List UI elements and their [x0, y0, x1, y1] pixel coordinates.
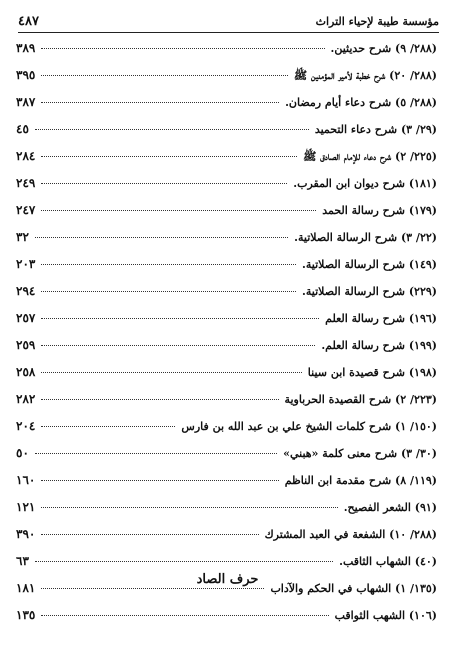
- entry-title: (١٤٩) شرح الرسالة الصلاتية.: [302, 258, 437, 271]
- entry-title: (٢٩/ ٣) شرح دعاء التحميد: [314, 123, 437, 136]
- index-entry: [16, 473, 437, 500]
- entry-page-number: ٣٩٥: [16, 68, 36, 82]
- dot-leader: [35, 129, 309, 130]
- entry-title: (١٩٩) شرح رسالة العلم.: [321, 339, 437, 352]
- entry-page-number: ٦٣: [16, 554, 29, 568]
- entry-title: (٤٠) الشهاب الثاقب.: [339, 555, 437, 568]
- index-entry: [16, 284, 437, 311]
- dot-leader: [41, 318, 319, 319]
- entry-title: (٢٢٣/ ٢) شرح القصيدة الحرباوية: [284, 393, 437, 406]
- index-entry: [16, 122, 437, 149]
- dot-leader: [41, 291, 296, 292]
- dot-leader: [41, 507, 337, 508]
- index-entry: [16, 392, 437, 419]
- dot-leader: [41, 48, 324, 49]
- entry-page-number: ٣٨٧: [16, 95, 36, 109]
- dot-leader: [41, 75, 288, 76]
- entry-title: (١٧٩) شرح رسالة الحمد: [322, 204, 437, 217]
- entry-title: (١٣٥/ ١) الشهاب في الحكم والآداب: [270, 582, 437, 595]
- entry-page-number: ٢٩٤: [16, 284, 36, 298]
- dot-leader: [35, 237, 288, 238]
- index-entry: [16, 365, 437, 392]
- dot-leader: [41, 372, 301, 373]
- entry-page-number: ٣٢: [16, 230, 29, 244]
- dot-leader: [35, 561, 333, 562]
- index-entry: [16, 203, 437, 230]
- dot-leader: [41, 534, 258, 535]
- dot-leader: [41, 210, 316, 211]
- entry-page-number: ٢٨٤: [16, 149, 36, 163]
- dot-leader: [41, 399, 278, 400]
- header-title: مؤسسة طيبة لإحياء التراث: [315, 14, 439, 28]
- dot-leader: [41, 615, 328, 616]
- dot-leader: [41, 183, 287, 184]
- entry-page-number: ٢٥٧: [16, 311, 36, 325]
- entry-page-number: ٣٨٩: [16, 41, 36, 55]
- index-entry: [16, 608, 437, 635]
- entry-page-number: ٢٠٣: [16, 257, 36, 271]
- entry-title: (١٩٦) شرح رسالة العلم: [325, 312, 437, 325]
- entry-title: (٢٢٩) شرح الرسالة الصلاتية.: [302, 285, 437, 298]
- dot-leader: [41, 480, 278, 481]
- entry-page-number: ٢٥٨: [16, 365, 36, 379]
- page-header: [18, 10, 439, 33]
- section-heading: حرف الصاد: [196, 572, 259, 587]
- entry-title: (٢٢/ ٣) شرح الرسالة الصلاتية.: [294, 231, 437, 244]
- entry-title: (٢٢٥/ ٢) شرح دعاء للإمام الصادق ﷺ: [303, 150, 437, 163]
- dot-leader: [41, 426, 175, 427]
- index-entry: [16, 149, 437, 176]
- dot-leader: [41, 264, 296, 265]
- entry-title: (٣٠/ ٣) شرح معنى كلمة «هبني»: [283, 447, 437, 460]
- index-entry: [16, 500, 437, 527]
- entry-title: (١١٩/ ٨) شرح مقدمة ابن الناظم: [284, 474, 437, 487]
- index-entry: [16, 338, 437, 365]
- entry-title: (١٥٠/ ١) شرح كلمات الشيخ علي بن عبد الله بن فارس: [181, 420, 437, 433]
- entry-page-number: ١٦٠: [16, 473, 36, 487]
- entry-page-number: ٤٥: [16, 122, 29, 136]
- entry-title: (٩١) الشعر الفصيح.: [343, 501, 437, 514]
- dot-leader: [41, 102, 279, 103]
- header-page-number: ٤٨٧: [18, 13, 39, 29]
- entry-page-number: ١٨١: [16, 581, 36, 595]
- entry-page-number: ٢٤٧: [16, 203, 36, 217]
- dot-leader: [41, 345, 315, 346]
- entry-title: (٢٨٨/ ٩) شرح حديثين.: [330, 42, 437, 55]
- index-entry: [16, 68, 437, 95]
- entry-page-number: ٥٠: [16, 446, 29, 460]
- dot-leader: [41, 588, 264, 589]
- entry-page-number: ٢٥٩: [16, 338, 36, 352]
- entry-title: (٢٨٨/ ٥) شرح دعاء أيام رمضان.: [285, 96, 437, 109]
- index-entry: [16, 95, 437, 122]
- entry-title: (٢٨٨/ ٢٠) شرح خطبة لأمير المؤمنين ﷺ: [293, 69, 437, 82]
- entry-page-number: ١٢١: [16, 500, 36, 514]
- dot-leader: [35, 453, 277, 454]
- dot-leader: [41, 156, 297, 157]
- index-entry: [16, 176, 437, 203]
- index-entry: [16, 419, 437, 446]
- index-entry: [16, 527, 437, 554]
- entry-title: (١٨١) شرح ديوان ابن المقرب.: [293, 177, 437, 190]
- entry-page-number: ٣٩٠: [16, 527, 36, 541]
- index-entries: [16, 41, 437, 635]
- index-entry: [16, 446, 437, 473]
- index-entry: [16, 257, 437, 284]
- entry-title: (٢٨٨/ ١٠) الشفعة في العبد المشترك: [264, 528, 437, 541]
- entry-page-number: ٢٨٢: [16, 392, 36, 406]
- entry-title: (١٠٦) الشهب الثواقب: [334, 609, 437, 622]
- index-entry: [16, 230, 437, 257]
- entry-page-number: ٢٤٩: [16, 176, 36, 190]
- entry-page-number: ١٣٥: [16, 608, 36, 622]
- entry-page-number: ٢٠٤: [16, 419, 36, 433]
- entry-title: (١٩٨) شرح قصيدة ابن سينا: [307, 366, 437, 379]
- index-entry: [16, 311, 437, 338]
- index-entry: [16, 41, 437, 68]
